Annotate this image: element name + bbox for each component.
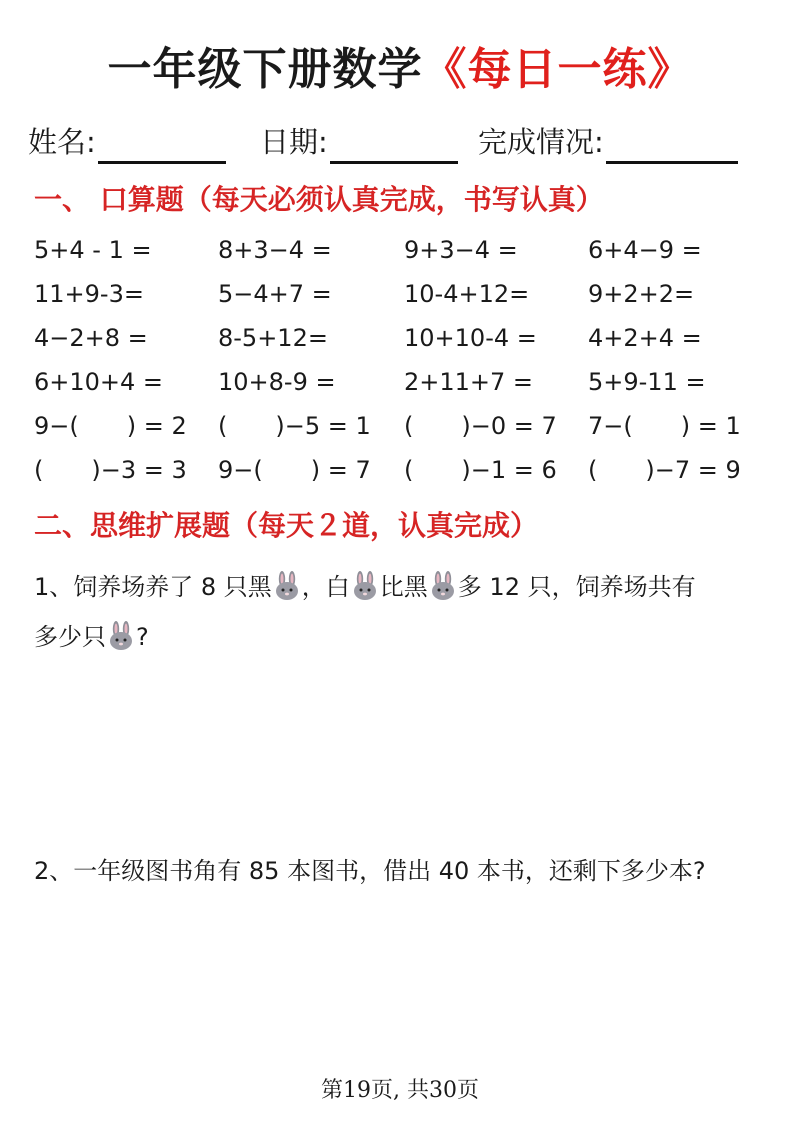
math-cell: 7−( ) = 1 xyxy=(588,412,741,440)
problem-text: 1、饲养场养了 8 只黑 xyxy=(34,573,272,601)
problem-text: ? xyxy=(136,623,149,651)
math-cell: 10+8-9 = xyxy=(218,368,336,396)
math-cell: 4−2+8 = xyxy=(34,324,148,352)
status-field xyxy=(478,120,738,164)
math-cell: ( )−7 = 9 xyxy=(588,456,741,484)
math-cell: 10-4+12= xyxy=(404,280,530,308)
math-row xyxy=(34,316,774,360)
math-cell: 2+11+7 = xyxy=(404,368,534,396)
math-cell: 6+4−9 = xyxy=(588,236,702,264)
math-cell: ( )−1 = 6 xyxy=(404,456,557,484)
math-cell: ( )−5 = 1 xyxy=(218,412,371,440)
name-label: 姓名: xyxy=(28,125,96,159)
name-field xyxy=(28,120,226,164)
math-row xyxy=(34,448,774,492)
date-label: 日期: xyxy=(260,125,328,159)
date-field xyxy=(260,120,458,164)
math-cell: ( )−3 = 3 xyxy=(34,456,187,484)
rabbit-icon xyxy=(350,568,380,598)
word-problem-2: 2、一年级图书角有 85 本图书，借出 40 本书，还剩下多少本? xyxy=(34,857,706,885)
rabbit-icon xyxy=(106,618,136,648)
math-cell: 9+2+2= xyxy=(588,280,695,308)
math-cell: 8-5+12= xyxy=(218,324,328,352)
rabbit-icon xyxy=(428,568,458,598)
rabbit-icon xyxy=(272,568,302,598)
math-row xyxy=(34,404,774,448)
math-cell: 9−( ) = 7 xyxy=(218,456,371,484)
math-cell: 5+9-11 = xyxy=(588,368,706,396)
math-cell: 10+10-4 = xyxy=(404,324,537,352)
math-cell: 8+3−4 = xyxy=(218,236,332,264)
math-row xyxy=(34,360,774,404)
worksheet-title xyxy=(0,40,800,100)
math-cell: 4+2+4 = xyxy=(588,324,702,352)
date-blank xyxy=(330,127,458,164)
math-cell: 6+10+4 = xyxy=(34,368,164,396)
mental-math-grid xyxy=(34,228,774,492)
word-problem-1 xyxy=(34,562,774,662)
problem-text: 多 12 只，饲养场共有 xyxy=(457,573,696,601)
math-row xyxy=(34,228,774,272)
math-cell: 11+9-3= xyxy=(34,280,144,308)
status-label: 完成情况: xyxy=(478,125,604,159)
math-cell: 9−( ) = 2 xyxy=(34,412,187,440)
section1-title: 一、 口算题（每天必须认真完成，书写认真） xyxy=(34,183,604,216)
name-blank xyxy=(98,127,226,164)
problem-text: 多少只 xyxy=(34,623,106,651)
math-cell: 9+3−4 = xyxy=(404,236,518,264)
page-number: 第19页, 共30页 xyxy=(321,1078,479,1103)
math-row xyxy=(34,272,774,316)
math-cell: ( )−0 = 7 xyxy=(404,412,557,440)
title-highlight: 《每日一练》 xyxy=(422,44,693,95)
section2-title: 二、思维扩展题（每天２道，认真完成） xyxy=(34,509,539,542)
math-cell: 5−4+7 = xyxy=(218,280,332,308)
problem-text: ，白 xyxy=(301,573,350,601)
math-cell: 5+4 - 1 = xyxy=(34,236,152,264)
problem-text: 比黑 xyxy=(379,573,428,601)
status-blank xyxy=(606,127,738,164)
title-main: 一年级下册数学 xyxy=(107,44,423,95)
